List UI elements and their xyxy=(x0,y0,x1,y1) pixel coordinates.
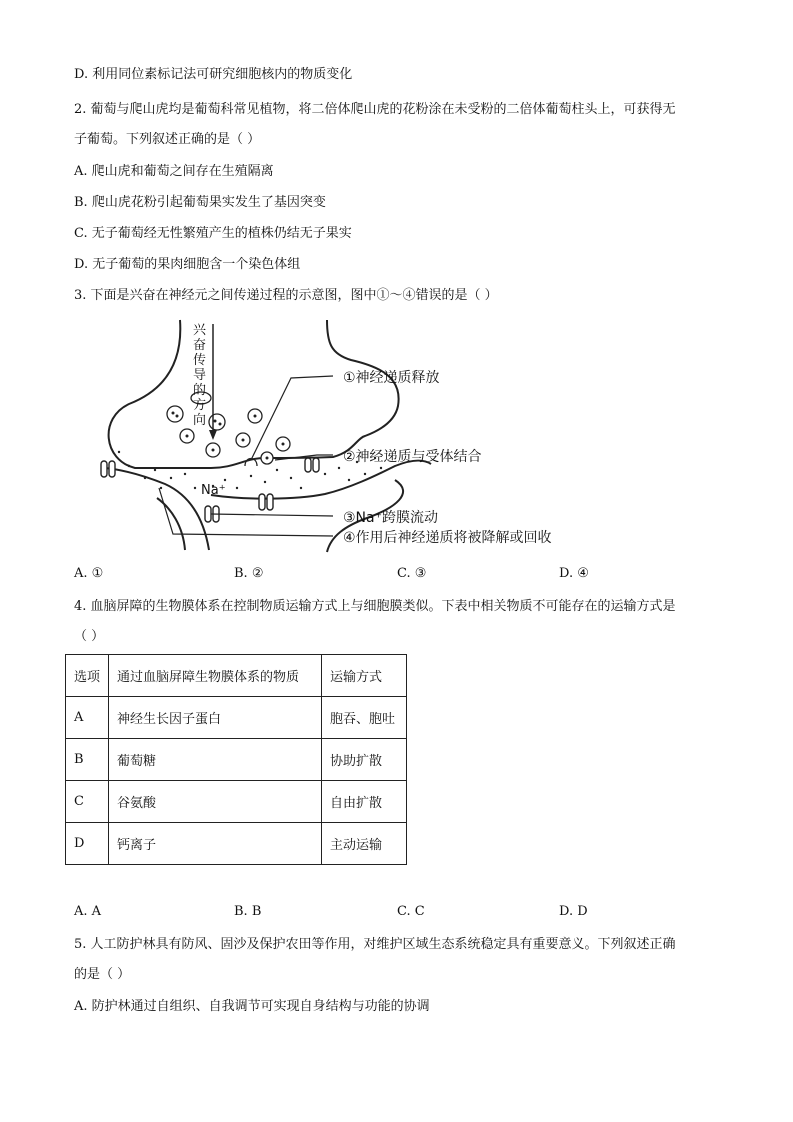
table-row xyxy=(66,823,407,865)
q4-stem-line2: （ ） xyxy=(74,629,105,644)
q2-stem-line2: 子葡萄。下列叙述正确的是（ ） xyxy=(74,132,261,147)
q4-option-d: D. D xyxy=(559,904,588,919)
table-row xyxy=(66,781,407,823)
synapse-diagram xyxy=(95,318,635,558)
q2-stem-line1: 2. 葡萄与爬山虎均是葡萄科常见植物，将二倍体爬山虎的花粉涂在未受粉的二倍体葡萄柱头上，可获得无 xyxy=(74,102,676,117)
table-header-cell: 通过血脑屏障生物膜体系的物质 xyxy=(109,655,322,697)
q3-option-a: A. ① xyxy=(74,566,104,581)
table-cell: B xyxy=(66,739,109,781)
q1-option-d: D. 利用同位素标记法可研究细胞核内的物质变化 xyxy=(74,67,353,82)
table-cell: A xyxy=(66,697,109,739)
callout-4: ④作用后神经递质将被降解或回收 xyxy=(343,530,552,546)
q2-option-d: D. 无子葡萄的果肉细胞含一个染色体组 xyxy=(74,257,301,272)
table-cell: D xyxy=(66,823,109,865)
direction-label-char: 导 xyxy=(193,368,207,383)
table-cell: 自由扩散 xyxy=(322,781,407,823)
q2-option-c: C. 无子葡萄经无性繁殖产生的植株仍结无子果实 xyxy=(74,226,352,241)
q3-options xyxy=(74,566,724,584)
presynaptic-terminal xyxy=(109,320,399,468)
table-header-cell: 运输方式 xyxy=(322,655,407,697)
q4-table xyxy=(65,654,407,865)
table-cell: 钙离子 xyxy=(109,823,322,865)
direction-label-char: 奋 xyxy=(193,338,207,353)
table-cell: 神经生长因子蛋白 xyxy=(109,697,322,739)
direction-label-char: 向 xyxy=(193,413,207,428)
table-cell: 胞吞、胞吐 xyxy=(322,697,407,739)
q2-option-a: A. 爬山虎和葡萄之间存在生殖隔离 xyxy=(74,164,274,179)
q4-options xyxy=(74,904,724,922)
q4-option-a: A. A xyxy=(74,904,102,919)
ion-label: Na⁺ xyxy=(201,483,226,498)
direction-label-char: 方 xyxy=(193,398,207,413)
direction-label xyxy=(193,323,207,428)
table-header-row xyxy=(66,655,407,697)
q3-option-d: D. ④ xyxy=(559,566,589,581)
q4-stem-line1: 4. 血脑屏障的生物膜体系在控制物质运输方式上与细胞膜类似。下表中相关物质不可能存在的运输方式是 xyxy=(74,599,676,614)
callout-2: ②神经递质与受体结合 xyxy=(343,449,482,465)
table-cell: 协助扩散 xyxy=(322,739,407,781)
direction-label-char: 的 xyxy=(193,383,207,398)
postsynaptic-membrane xyxy=(105,468,209,550)
table-cell: 主动运输 xyxy=(322,823,407,865)
table-header-cell: 选项 xyxy=(66,655,109,697)
q2-option-b: B. 爬山虎花粉引起葡萄果实发生了基因突变 xyxy=(74,195,326,210)
synaptic-vesicles xyxy=(167,392,290,464)
direction-label-char: 传 xyxy=(193,353,207,368)
q5-stem-line1: 5. 人工防护林具有防风、固沙及保护农田等作用，对维护区域生态系统稳定具有重要意义。下列叙述正确 xyxy=(74,937,676,952)
callout-leaders xyxy=(159,376,333,536)
q4-option-b: B. B xyxy=(234,904,262,919)
table-cell: C xyxy=(66,781,109,823)
table-cell: 葡萄糖 xyxy=(109,739,322,781)
q3-option-b: B. ② xyxy=(234,566,264,581)
direction-label-char: 兴 xyxy=(193,323,207,338)
q3-option-c: C. ③ xyxy=(397,566,427,581)
q5-option-a: A. 防护林通过自组织、自我调节可实现自身结构与功能的协调 xyxy=(74,999,430,1014)
q3-stem: 3. 下面是兴奋在神经元之间传递过程的示意图，图中①～④错误的是（ ） xyxy=(74,288,498,303)
q4-option-c: C. C xyxy=(397,904,425,919)
q5-stem-line2: 的是（ ） xyxy=(74,967,131,982)
callout-1: ①神经递质释放 xyxy=(343,370,440,386)
table-row xyxy=(66,697,407,739)
callout-3: ③Na⁺跨膜流动 xyxy=(343,510,438,526)
table-row xyxy=(66,739,407,781)
table-cell: 谷氨酸 xyxy=(109,781,322,823)
